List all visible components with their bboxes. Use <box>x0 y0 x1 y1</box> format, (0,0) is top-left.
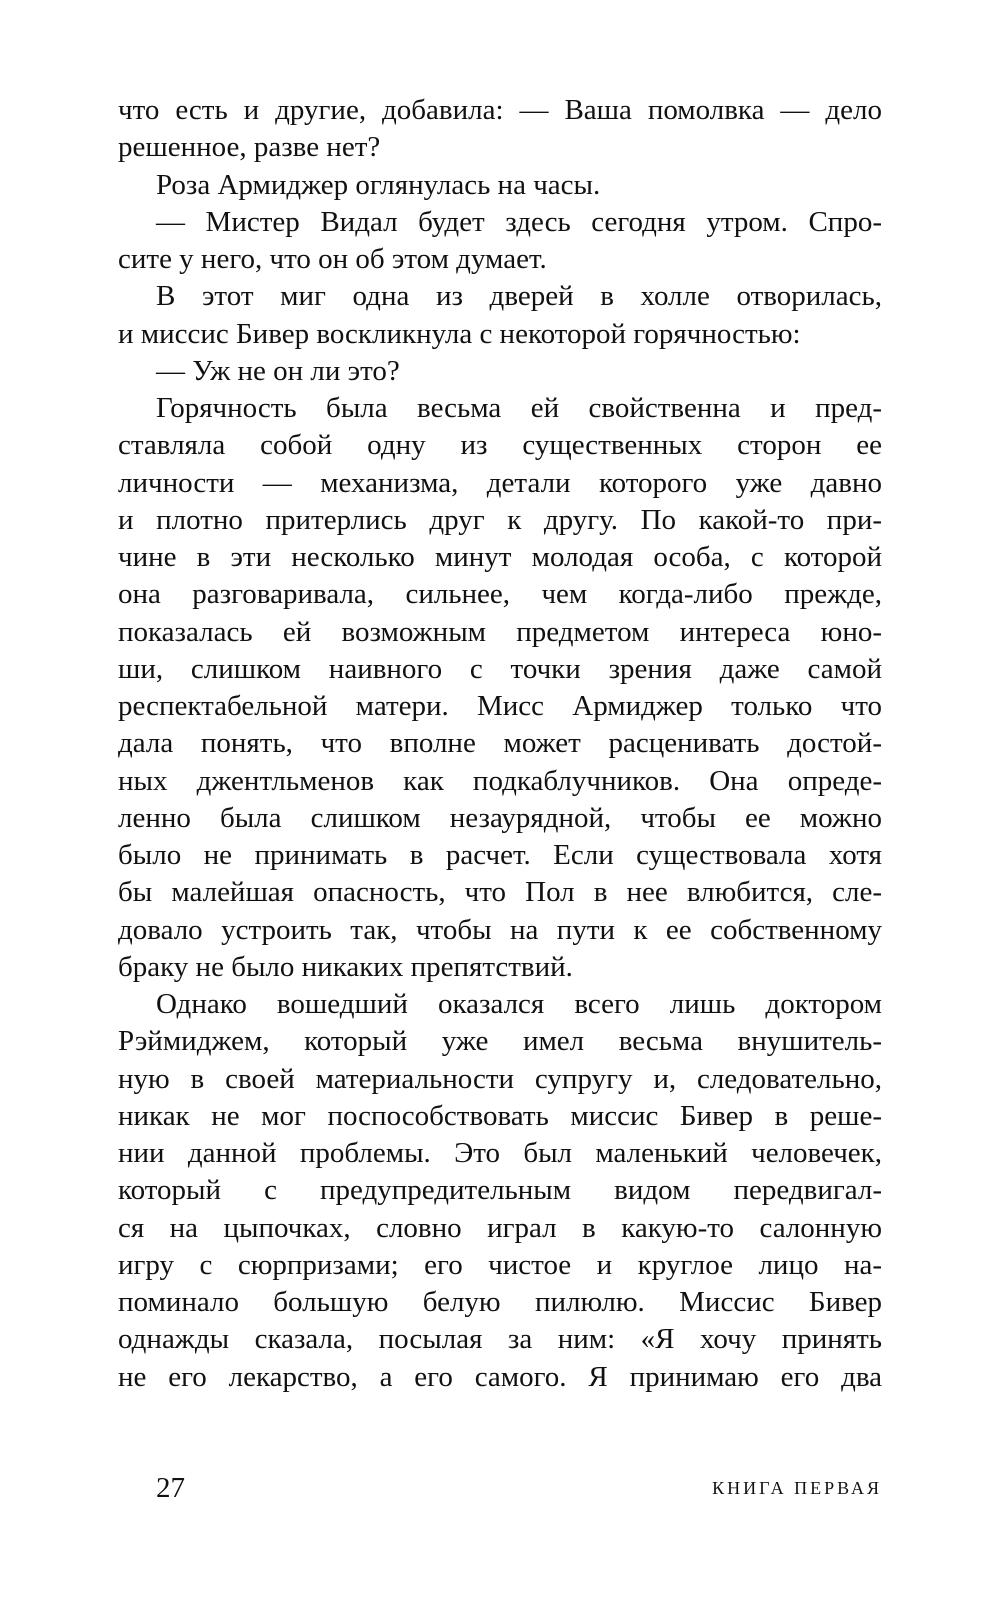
text-line: бы малейшая опасность, что Пол в нее влюбится, сле- <box>118 876 882 909</box>
text-line: не его лекарство, а его самого. Я принимаю его два <box>118 1360 882 1393</box>
text-line: игру с сюрпризами; его чистое и круглое лицо на- <box>118 1248 882 1281</box>
text-line: ся на цыпочках, словно играл в какую-то салонную <box>118 1211 882 1244</box>
text-line: ную в своей материальности супругу и, следовательно, <box>118 1062 882 1095</box>
body-text <box>118 92 882 1396</box>
text-line: Горячность была весьма ей свойственна и пред- <box>156 392 882 424</box>
text-line: Рэймиджем, который уже имел весьма внушитель- <box>118 1025 882 1058</box>
text-line: — Уж не он ли это? <box>156 354 400 387</box>
text-line: В этот миг одна из дверей в холле отворилась, <box>156 280 882 313</box>
text-line: решенное, разве нет? <box>118 131 381 164</box>
text-line: и плотно притерлись друг к другу. По какой-то при- <box>118 503 882 536</box>
page-footer <box>118 1468 882 1508</box>
text-line: довало устроить так, чтобы на пути к ее собственному <box>118 913 882 946</box>
text-line: и миссис Бивер воскликнула с некоторой горячностью: <box>118 317 801 350</box>
running-head: КНИГА ПЕРВАЯ <box>712 1478 882 1498</box>
text-line: Роза Армиджер оглянулась на часы. <box>156 168 601 201</box>
text-line: — Мистер Видал будет здесь сегодня утром. Спро- <box>156 205 882 238</box>
text-line: ши, слишком наивного с точки зрения даже самой <box>118 652 882 685</box>
text-line: что есть и другие, добавила: — Ваша помолвка — дело <box>118 94 882 126</box>
text-line: ных джентльменов как подкаблучников. Она опреде- <box>118 764 882 797</box>
text-line: Однако вошедший оказался всего лишь доктором <box>156 988 882 1020</box>
text-line: дала понять, что вполне может расценивать достой- <box>118 727 882 760</box>
text-line: респектабельной матери. Мисс Армиджер только что <box>118 690 882 722</box>
text-line: который с предупредительным видом передвигал- <box>118 1174 882 1207</box>
text-line: ленно была слишком незаурядной, чтобы ее можно <box>118 801 882 834</box>
text-line: сите у него, что он об этом думает. <box>118 243 547 275</box>
page-number: 27 <box>156 1472 185 1504</box>
text-line: личности — механизма, детали которого уже давно <box>118 466 882 499</box>
text-line: показалась ей возможным предметом интереса юно- <box>118 615 882 648</box>
text-line: однажды сказала, посылая за ним: «Я хочу принять <box>118 1323 882 1356</box>
text-line: чине в эти несколько минут молодая особа, с которой <box>118 541 882 573</box>
text-line: никак не мог поспособствовать миссис Бивер в реше- <box>118 1099 882 1132</box>
text-line: нии данной проблемы. Это был маленький человечек, <box>118 1137 882 1169</box>
text-line: поминало большую белую пилюлю. Миссис Бивер <box>118 1286 882 1318</box>
text-line: она разговаривала, сильнее, чем когда-либо прежде, <box>118 578 882 611</box>
text-line: ставляла собой одну из существенных сторон ее <box>118 429 882 462</box>
text-line: было не принимать в расчет. Если существовала хотя <box>118 839 882 871</box>
text-line: браку не было никаких препятствий. <box>118 950 573 983</box>
